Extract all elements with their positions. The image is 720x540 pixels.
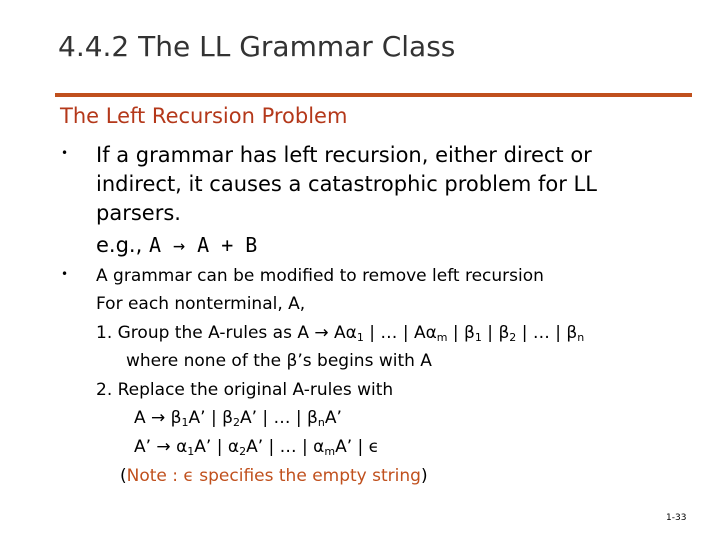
subscript: 1 [356,331,364,344]
subscript: m [324,445,336,458]
rule-text: A’ → α [134,437,188,457]
rewritten-rule-a [134,408,342,428]
rule-text: A → β [134,408,182,428]
slide-title: 4.4.2 The LL Grammar Class [58,30,456,63]
subscript: 2 [239,445,247,458]
step-1-text: | β [447,323,475,343]
step-2-replace-rules: 2. Replace the original A-rules with [96,380,394,400]
note-text: Note : ϵ specifies the empty string [126,466,421,486]
note-line [120,466,428,486]
rule-text: A’ | α [194,437,240,457]
rule-text: A’ [324,408,342,428]
subscript: n [317,416,325,429]
rule-text: A’ | … | β [239,408,318,428]
example-prefix: e.g., [96,233,143,257]
step-1-text: | β [481,323,510,343]
subscript: 2 [509,331,517,344]
section-heading: The Left Recursion Problem [60,104,348,128]
step-1-text: 1. Group the A-rules as A → Aα [96,323,357,343]
page-number: 1-33 [666,513,687,523]
step-1-condition: where none of the β’s begins with A [126,351,432,371]
rule-text: A’ | β [188,408,233,428]
step-1-text: | … | β [516,323,578,343]
bullet-text-modify-grammar: A grammar can be modified to remove left recursion [96,266,544,286]
bullet-marker: • [61,146,69,160]
rewritten-rule-a-prime [134,437,379,457]
subscript: n [577,331,585,344]
rule-text: A’ | ϵ [335,437,380,457]
rule-text: A’ | … | α [246,437,325,457]
for-each-nonterminal-line: For each nonterminal, A, [96,294,306,314]
subscript: 1 [474,331,482,344]
example-line [96,233,257,257]
title-divider [55,93,692,97]
subscript: m [436,331,448,344]
example-production: A → A + B [148,233,258,257]
subscript: 1 [187,445,195,458]
note-paren: ) [420,466,428,486]
subscript: 1 [181,416,189,429]
step-1-group-rules [96,323,584,343]
bullet-marker: • [61,267,69,281]
bullet-text-left-recursion: If a grammar has left recursion, either direct or indirect, it causes a catastrophic problem for LL parsers. [96,143,597,225]
note-paren: ( [120,466,127,486]
step-1-text: | … | Aα [363,323,437,343]
subscript: 2 [232,416,240,429]
